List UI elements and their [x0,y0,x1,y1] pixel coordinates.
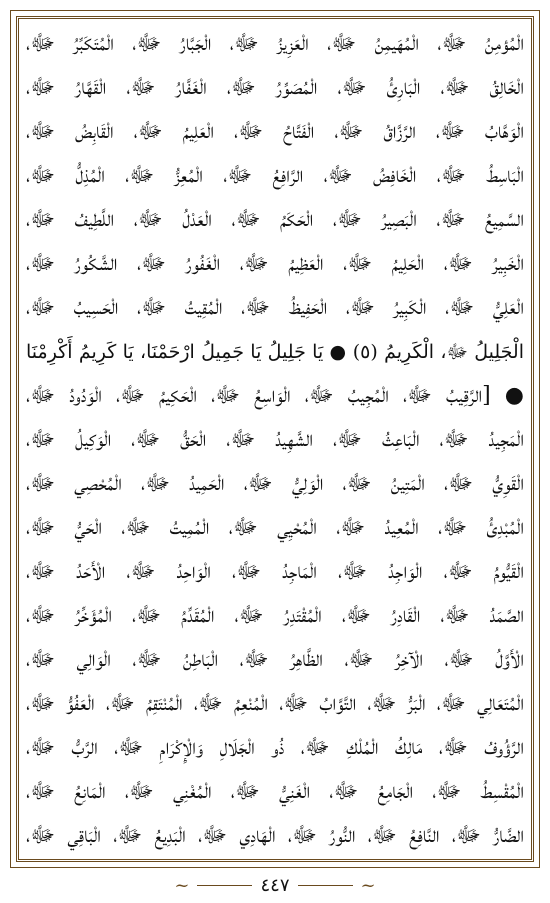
page-number: ٤٤٧ [260,874,290,896]
page-footer [0,870,550,900]
text-line: الْمُقْسِطُ ﷻ، الْجَامِعُ ﷻ، الْغَنِيُّ ﷻ، الْمُغْنِي ﷻ، الْمَانِعُ ﷻ، [26,779,524,804]
text-block [26,22,524,858]
text-line: الْمُتَعَالِي ﷻ، الْبَرُّ ﷻ، التَّوَّابُ ﷻ، الْمُنْعِمُ ﷻ، الْمُنْتَقِمُ ﷻ، الْعَفُوُّ ﷻ، [26,691,524,716]
text-line: الْأَوَّلُ ﷻ، الْآخِرُ ﷻ، الظَّاهِرُ ﷻ، الْبَاطِنُ ﷻ، الْوَالِي ﷻ، [26,647,524,672]
text-line: الرَّؤُوفُ ﷻ، مَالِكُ الْمُلْكِ ﷻ، ذُو الْجَلَالِ وَالْإِكْرَامِ ﷻ، الرَّبُّ ﷻ، [26,735,524,760]
ornament-line-right [298,885,353,886]
right-ornament-icon: ~ [360,874,376,896]
left-ornament-icon: ~ [174,874,190,896]
text-line: الْعَلِيُّ ﷻ، الْكَبِيرُ ﷻ، الْحَفِيظُ ﷻ، الْمُقِيتُ ﷻ، الْحَسِيبُ ﷻ، [26,295,524,320]
text-line: ● [الرَّقِيبُ ﷻ، الْمُجِيبُ ﷻ، الْوَاسِعُ ﷻ، الْحَكِيمُ ﷻ، الْوَدُودُ ﷻ، [26,383,524,408]
text-line: الْخَالِقُ ﷻ، الْبَارِئُ ﷻ، الْمُصَوِّرُ ﷻ، الْغَفَّارُ ﷻ، الْقَهَّارُ ﷻ، [26,75,524,100]
text-line: الْخَبِيرُ ﷻ، الْحَلِيمُ ﷻ، الْعَظِيمُ ﷻ، الْغَفُورُ ﷻ، الشَّكُورُ ﷻ، [26,251,524,276]
text-line: الْمُؤمِنُ ﷻ، الْمُهَيمِنُ ﷻ، الْعَزِيزُ ﷻ، الْجَبَّارُ ﷻ، الْمُتَكَبِّرُ ﷻ، [26,31,524,56]
text-line: السَّمِيعُ ﷻ، الْبَصِيرُ ﷻ، الْحَكَمُ ﷻ، الْعَدْلُ ﷻ، اللَّطِيفُ ﷻ، [26,207,524,232]
text-line: الْوَهَّابُ ﷻ، الرَّزَّاقُ ﷻ، الْفَتَّاحُ ﷻ، الْعَلِيمُ ﷻ، الْقَابِضُ ﷻ، [26,119,524,144]
text-line: الْقَوِيُّ ﷻ، الْمَتِينُ ﷻ، الْوَلِيُّ ﷻ، الْحَمِيدُ ﷻ، الْمُحْصِي ﷻ، [26,471,524,496]
ornament-line-left [197,885,252,886]
text-line: الْمَجِيدُ ﷻ، الْبَاعِثُ ﷻ، الشَّهِيدُ ﷻ، الْحَقُّ ﷻ، الْوَكِيلُ ﷻ، [26,427,524,452]
text-line: الْقَيُّومُ ﷻ، الْوَاجِدُ ﷻ، الْمَاجِدُ ﷻ، الْوَاحِدُ ﷻ، الْأَحَدُ ﷻ، [26,559,524,584]
text-line: الْبَاسِطُ ﷻ، الْخَافِضُ ﷻ، الرَّافِعُ ﷻ، الْمُعِزُّ ﷻ، الْمُذِلُّ ﷻ، [26,163,524,188]
text-line: الْجَلِيلُ ﷻ، الْكَرِيمُ (٥) ● يَا جَلِيلُ يَا جَمِيلُ ارْحَمْنَا، يَا كَرِيمُ أَكْرِمْنَا [26,341,524,363]
text-line: الضَّارُّ ﷻ، النَّافِعُ ﷻ، النُّورُ ﷻ، الْهَادِي ﷻ، الْبَدِيعُ ﷻ، الْبَاقِي ﷻ، [26,823,524,848]
text-line: الصَّمَدُ ﷻ، الْقَادِرُ ﷻ، الْمُقْتَدِرُ ﷻ، الْمُقَدِّمُ ﷻ، الْمُؤَخِّرُ ﷻ، [26,603,524,628]
text-line: الْمُبْدِئُ ﷻ، الْمُعِيدُ ﷻ، الْمُحْيِي ﷻ، الْمُمِيتُ ﷻ، الْحَيُّ ﷻ، [26,515,524,540]
